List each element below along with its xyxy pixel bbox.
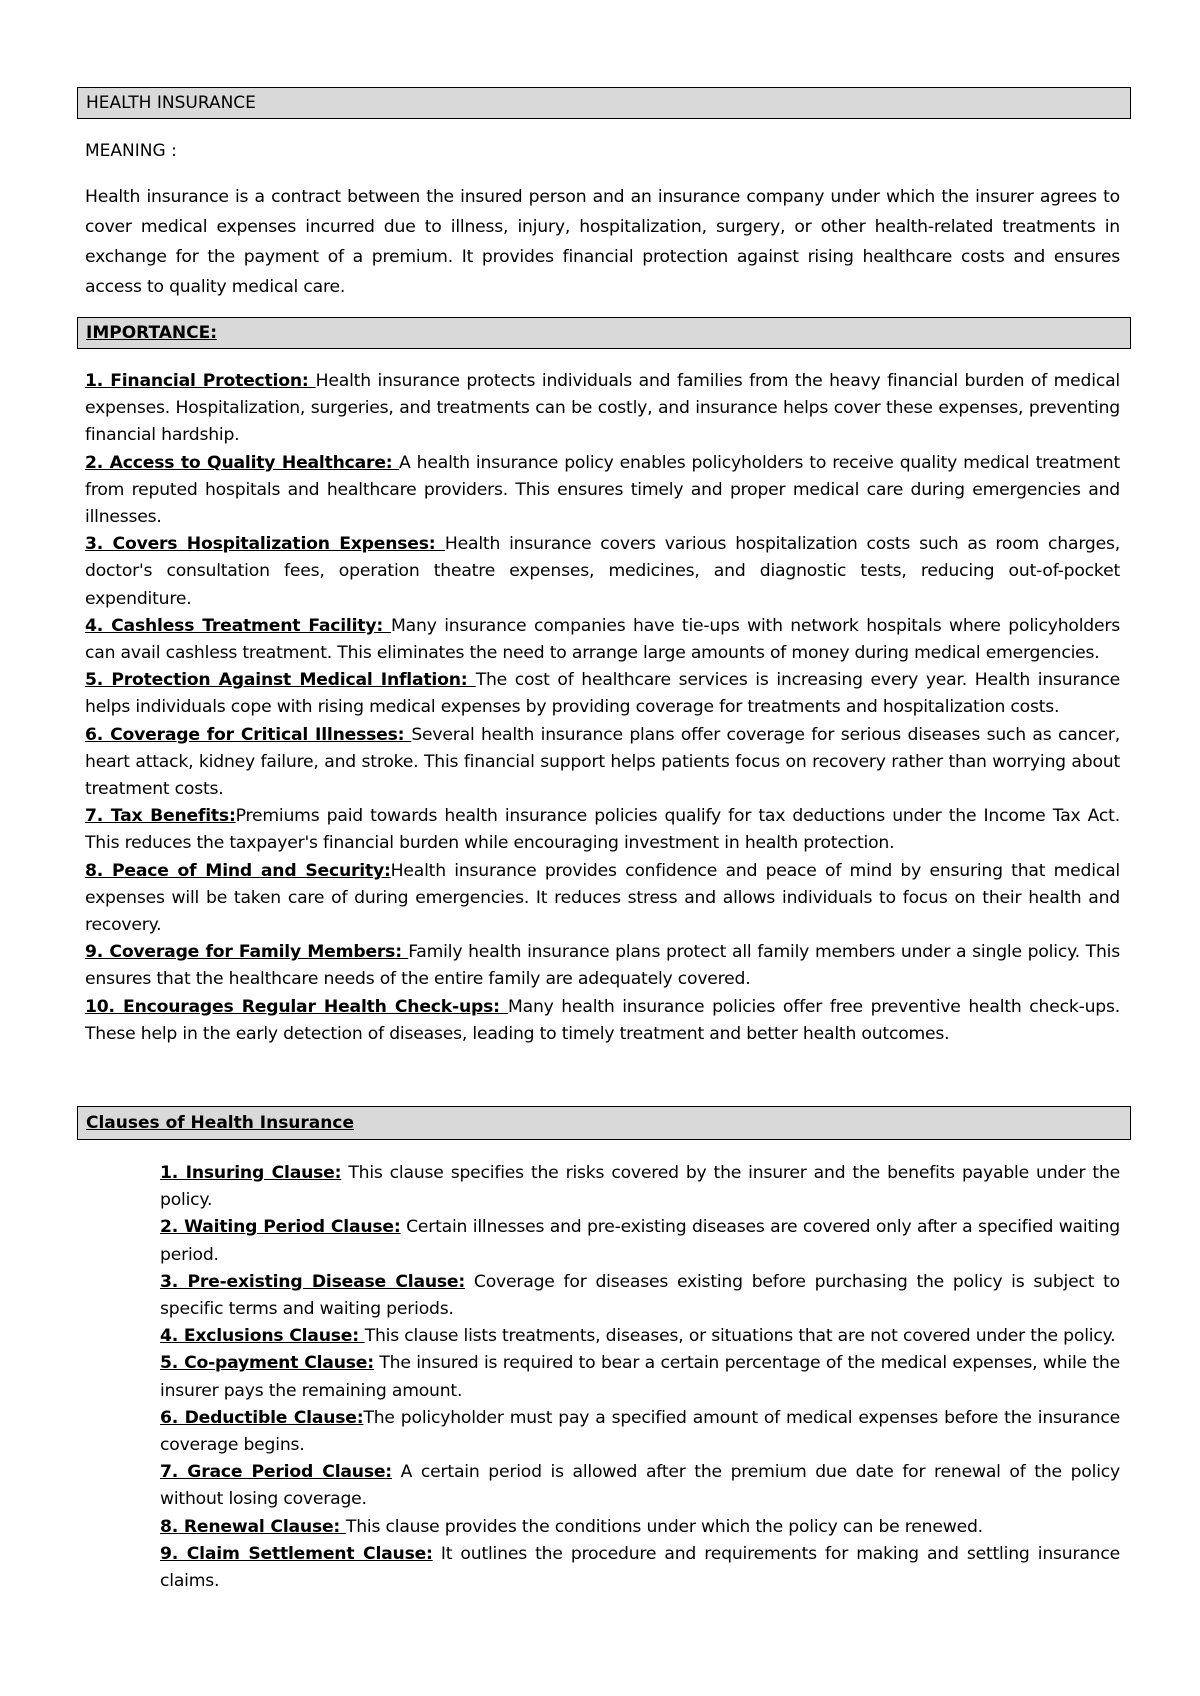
health-insurance-title: HEALTH INSURANCE bbox=[86, 92, 256, 113]
importance-list bbox=[85, 368, 1120, 1048]
item-text: A health insurance policy enables policyholders to receive quality medical treatment from reputed hospitals and healthcare providers. This ensures timely and proper medical care during emergencies and illnesses. bbox=[85, 452, 1120, 528]
item-text: The cost of healthcare services is increasing every year. Health insurance helps individuals cope with rising medical expenses by providing coverage for treatments and hospitalization costs. bbox=[85, 670, 1120, 718]
item-heading: 3. Covers Hospitalization Expenses: bbox=[85, 534, 445, 555]
list-item bbox=[160, 1323, 1120, 1350]
list-item bbox=[85, 613, 1120, 667]
item-heading: 7. Tax Benefits: bbox=[85, 806, 236, 827]
item-heading: 4. Exclusions Clause: bbox=[160, 1326, 365, 1347]
item-heading: 9. Claim Settlement Clause: bbox=[160, 1543, 433, 1564]
list-item bbox=[85, 994, 1120, 1048]
item-heading: 6. Deductible Clause: bbox=[160, 1407, 364, 1428]
meaning-label: MEANING : bbox=[85, 141, 177, 161]
item-text: Health insurance provides confidence and peace of mind by ensuring that medical expenses will be taken care of during emergencies. It reduces stress and allows individuals to focus on their health and recovery. bbox=[85, 860, 1121, 936]
item-text: Health insurance covers various hospitalization costs such as room charges, doctor's consultation fees, operation theatre expenses, medicines, and diagnostic tests, reducing out-of-pocket expenditure. bbox=[85, 534, 1120, 609]
item-text: Premiums paid towards health insurance policies qualify for tax deductions under the Income Tax Act. This reduces the taxpayer's financial burden while encouraging investment in health protection. bbox=[85, 806, 1120, 854]
list-item bbox=[160, 1459, 1120, 1513]
list-item bbox=[160, 1405, 1120, 1459]
clauses-title-box bbox=[77, 1106, 1131, 1140]
item-heading: 1. Financial Protection: bbox=[85, 371, 316, 391]
list-item bbox=[160, 1160, 1120, 1214]
item-text: A certain period is allowed after the premium due date for renewal of the policy without losing coverage. bbox=[160, 1462, 1120, 1510]
item-heading: 5. Co-payment Clause: bbox=[160, 1353, 374, 1374]
list-item bbox=[160, 1541, 1120, 1595]
clauses-title: Clauses of Health Insurance bbox=[86, 1112, 354, 1133]
clauses-list bbox=[160, 1160, 1120, 1595]
list-item bbox=[85, 531, 1120, 613]
list-item bbox=[160, 1214, 1120, 1268]
meaning-paragraph: Health insurance is a contract between the insured person and an insurance company under which the insurer agrees to cover medical expenses incurred due to illness, injury, hospitalization, surgery, or other health-related treatments in exchange for the payment of a premium. It provides financial protection against rising healthcare costs and ensures access to quality medical care. bbox=[85, 187, 1120, 297]
item-heading: 4. Cashless Treatment Facility: bbox=[85, 615, 392, 636]
importance-title-box bbox=[77, 317, 1131, 349]
item-heading: 5. Protection Against Medical Inflation: bbox=[85, 670, 476, 691]
list-item bbox=[160, 1350, 1120, 1404]
item-text: It outlines the procedure and requirements for making and settling insurance claims. bbox=[160, 1543, 1120, 1592]
list-item bbox=[85, 450, 1120, 532]
item-text: This clause provides the conditions under which the policy can be renewed. bbox=[345, 1516, 983, 1537]
item-heading: 6. Coverage for Critical Illnesses: bbox=[85, 724, 412, 745]
item-text: Health insurance protects individuals and families from the heavy financial burden of medical expenses. Hospitalization, surgeries, and treatments can be costly, and insurance helps cover these expenses, preventing financial hardship. bbox=[85, 371, 1120, 446]
item-heading: 2. Waiting Period Clause: bbox=[160, 1217, 401, 1238]
item-text: Many health insurance policies offer free preventive health check-ups. These help in the early detection of diseases, leading to timely treatment and better health outcomes. bbox=[85, 996, 1120, 1044]
health-insurance-title-box bbox=[77, 87, 1131, 119]
list-item bbox=[85, 667, 1120, 721]
list-item bbox=[85, 939, 1120, 993]
item-heading: 8. Renewal Clause: bbox=[160, 1516, 346, 1537]
item-text: The policyholder must pay a specified amount of medical expenses before the insurance coverage begins. bbox=[160, 1407, 1121, 1456]
importance-title: IMPORTANCE: bbox=[86, 322, 218, 343]
list-item bbox=[85, 803, 1120, 857]
list-item bbox=[160, 1514, 1120, 1541]
list-item bbox=[85, 368, 1120, 450]
list-item bbox=[85, 858, 1120, 940]
item-heading: 1. Insuring Clause: bbox=[160, 1163, 342, 1183]
item-heading: 10. Encourages Regular Health Check-ups: bbox=[85, 996, 508, 1017]
item-text: Family health insurance plans protect all family members under a single policy. This ensures that the healthcare needs of the entire family are adequately covered. bbox=[85, 942, 1120, 990]
list-item bbox=[160, 1269, 1120, 1323]
item-heading: 8. Peace of Mind and Security: bbox=[85, 860, 391, 881]
item-text: Coverage for diseases existing before purchasing the policy is subject to specific terms and waiting periods. bbox=[160, 1271, 1121, 1320]
item-heading: 3. Pre-existing Disease Clause: bbox=[160, 1271, 466, 1292]
item-heading: 7. Grace Period Clause: bbox=[160, 1462, 392, 1483]
item-text: Several health insurance plans offer coverage for serious diseases such as cancer, heart attack, kidney failure, and stroke. This financial support helps patients focus on recovery rather than worrying about treatment costs. bbox=[85, 724, 1120, 800]
item-text: The insured is required to bear a certain percentage of the medical expenses, while the insurer pays the remaining amount. bbox=[160, 1353, 1120, 1401]
item-text: Certain illnesses and pre-existing diseases are covered only after a specified waiting period. bbox=[160, 1217, 1120, 1265]
item-text: This clause lists treatments, diseases, or situations that are not covered under the policy. bbox=[364, 1326, 1116, 1347]
item-text: Many insurance companies have tie-ups with network hospitals where policyholders can avail cashless treatment. This eliminates the need to arrange large amounts of money during medical emergencies. bbox=[85, 615, 1120, 664]
item-text: This clause specifies the risks covered by the insurer and the benefits payable under the policy. bbox=[160, 1163, 1120, 1211]
item-heading: 9. Coverage for Family Members: bbox=[85, 942, 409, 963]
list-item bbox=[85, 722, 1120, 804]
item-heading: 2. Access to Quality Healthcare: bbox=[85, 452, 400, 473]
